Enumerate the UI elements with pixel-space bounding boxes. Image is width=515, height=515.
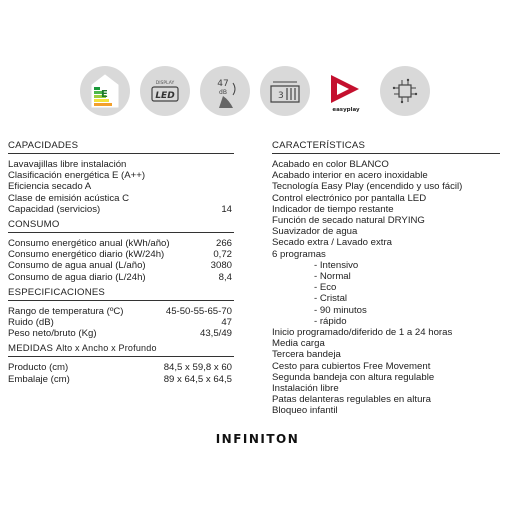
- feature-line: - rápido: [314, 315, 347, 327]
- specs-column: [8, 140, 234, 385]
- feature-line: Acabado interior en acero inoxidable: [272, 170, 428, 182]
- svg-text:3: 3: [278, 91, 284, 101]
- spec-label: Consumo de agua diario (L/24h): [8, 271, 146, 283]
- spec-label: Consumo energético diario (kW/24h): [8, 249, 165, 261]
- consumo-list: [8, 238, 234, 283]
- feature-line: Función de secado natural DRYING: [272, 215, 425, 227]
- feature-line: Instalación libre: [272, 383, 339, 395]
- spec-row: [8, 317, 234, 328]
- spec-value: 8,4: [218, 271, 232, 283]
- spec-row: [8, 204, 234, 215]
- feature-line: - Intensivo: [314, 259, 359, 271]
- spec-value: 47: [221, 317, 232, 329]
- brand-logo: INFINITON: [215, 432, 300, 446]
- caracteristicas-list: [272, 159, 500, 417]
- spec-row: [8, 159, 234, 170]
- spec-value: [232, 159, 234, 170]
- feature-line: - Eco: [314, 282, 337, 294]
- spec-value: 3080: [210, 260, 232, 272]
- spec-row: [8, 181, 234, 192]
- svg-text:47: 47: [217, 79, 229, 89]
- spec-row: [8, 260, 234, 271]
- feature-icons-row: [80, 66, 430, 116]
- medidas-subtitle: Alto x Ancho x Profundo: [56, 343, 157, 354]
- spec-value: 45-50-55-65-70: [165, 305, 232, 317]
- feature-line: Bloqueo infantil: [272, 405, 338, 417]
- spec-value: 43,5/49: [199, 328, 232, 340]
- medidas-title: MEDIDAS: [8, 343, 54, 355]
- feature-line: Tercera bandeja: [272, 349, 341, 361]
- spec-label: Clasificación energética E (A++): [8, 170, 146, 182]
- feature-line: - Cristal: [314, 293, 348, 305]
- feature-line: Control electrónico por pantalla LED: [272, 192, 427, 204]
- spec-label: Peso neto/bruto (Kg): [8, 328, 97, 340]
- feature-line: Inicio programado/diferido de 1 a 24 horas: [272, 327, 453, 339]
- svg-text:dB: dB: [219, 89, 227, 96]
- svg-text:E: E: [101, 89, 108, 100]
- feature-line: Segunda bandeja con altura regulable: [272, 371, 435, 383]
- spec-label: Lavavajillas libre instalación: [8, 159, 127, 170]
- spec-value: [232, 193, 234, 204]
- feature-line: Acabado en color BLANCO: [272, 159, 389, 170]
- spec-value: [232, 170, 234, 181]
- spec-value: 266: [215, 238, 232, 250]
- spec-row: [8, 306, 234, 317]
- easy-play-icon: [320, 66, 370, 116]
- svg-text:LED: LED: [155, 91, 175, 101]
- svg-text:easyplay: easyplay: [332, 107, 360, 113]
- caracteristicas-header: CARACTERÍSTICAS: [272, 140, 500, 154]
- spec-row: [8, 272, 234, 283]
- spec-row: [8, 362, 234, 373]
- spec-label: Capacidad (servicios): [8, 203, 101, 215]
- spec-label: Clase de emisión acústica C: [8, 192, 130, 204]
- spec-row: [8, 374, 234, 385]
- spec-value: 84,5 x 59,8 x 60: [163, 362, 232, 374]
- spec-row: [8, 193, 234, 204]
- spec-label: Embalaje (cm): [8, 373, 70, 385]
- spec-label: Eficiencia secado A: [8, 181, 92, 193]
- feature-line: Indicador de tiempo restante: [272, 203, 394, 215]
- medidas-list: [8, 362, 234, 384]
- capacidades-list: [8, 159, 234, 215]
- feature-line: - 90 minutos: [314, 304, 367, 316]
- spec-value: 0,72: [213, 249, 232, 261]
- spec-value: 14: [221, 203, 232, 215]
- feature-line: Patas delanteras regulables en altura: [272, 394, 431, 406]
- spec-value: [232, 181, 234, 192]
- noise-level-icon: [200, 66, 250, 116]
- medidas-header: [8, 343, 234, 357]
- led-display-icon: [140, 66, 190, 116]
- feature-line: - Normal: [314, 271, 351, 283]
- spec-row: [8, 328, 234, 339]
- spec-label: Consumo de agua anual (L/año): [8, 260, 146, 272]
- spec-row: [8, 170, 234, 181]
- features-column: [272, 140, 500, 417]
- feature-line: Cesto para cubiertos Free Movement: [272, 360, 431, 372]
- feature-line: Tecnología Easy Play (encendido y uso fácil): [272, 181, 463, 193]
- feature-line: 6 programas: [272, 248, 326, 260]
- feature-line: Media carga: [272, 338, 325, 350]
- spec-row: [8, 238, 234, 249]
- feature-line: Secado extra / Lavado extra: [272, 237, 392, 249]
- cutlery-tray-icon: [260, 66, 310, 116]
- svg-text:DISPLAY: DISPLAY: [155, 81, 175, 86]
- spec-value: 89 x 64,5 x 64,5: [163, 373, 232, 385]
- spec-label: Consumo energético anual (kWh/año): [8, 238, 170, 250]
- capacidades-header: CAPACIDADES: [8, 140, 234, 154]
- especificaciones-list: [8, 306, 234, 340]
- especificaciones-header: ESPECIFICACIONES: [8, 287, 234, 301]
- consumo-header: CONSUMO: [8, 219, 234, 233]
- spec-label: Rango de temperatura (ºC): [8, 305, 124, 317]
- spec-label: Producto (cm): [8, 362, 69, 374]
- feature-line: Suavizador de agua: [272, 226, 358, 238]
- spec-row: [8, 249, 234, 260]
- energy-class-icon: [80, 66, 130, 116]
- electronic-control-icon: [380, 66, 430, 116]
- spec-label: Ruido (dB): [8, 317, 54, 329]
